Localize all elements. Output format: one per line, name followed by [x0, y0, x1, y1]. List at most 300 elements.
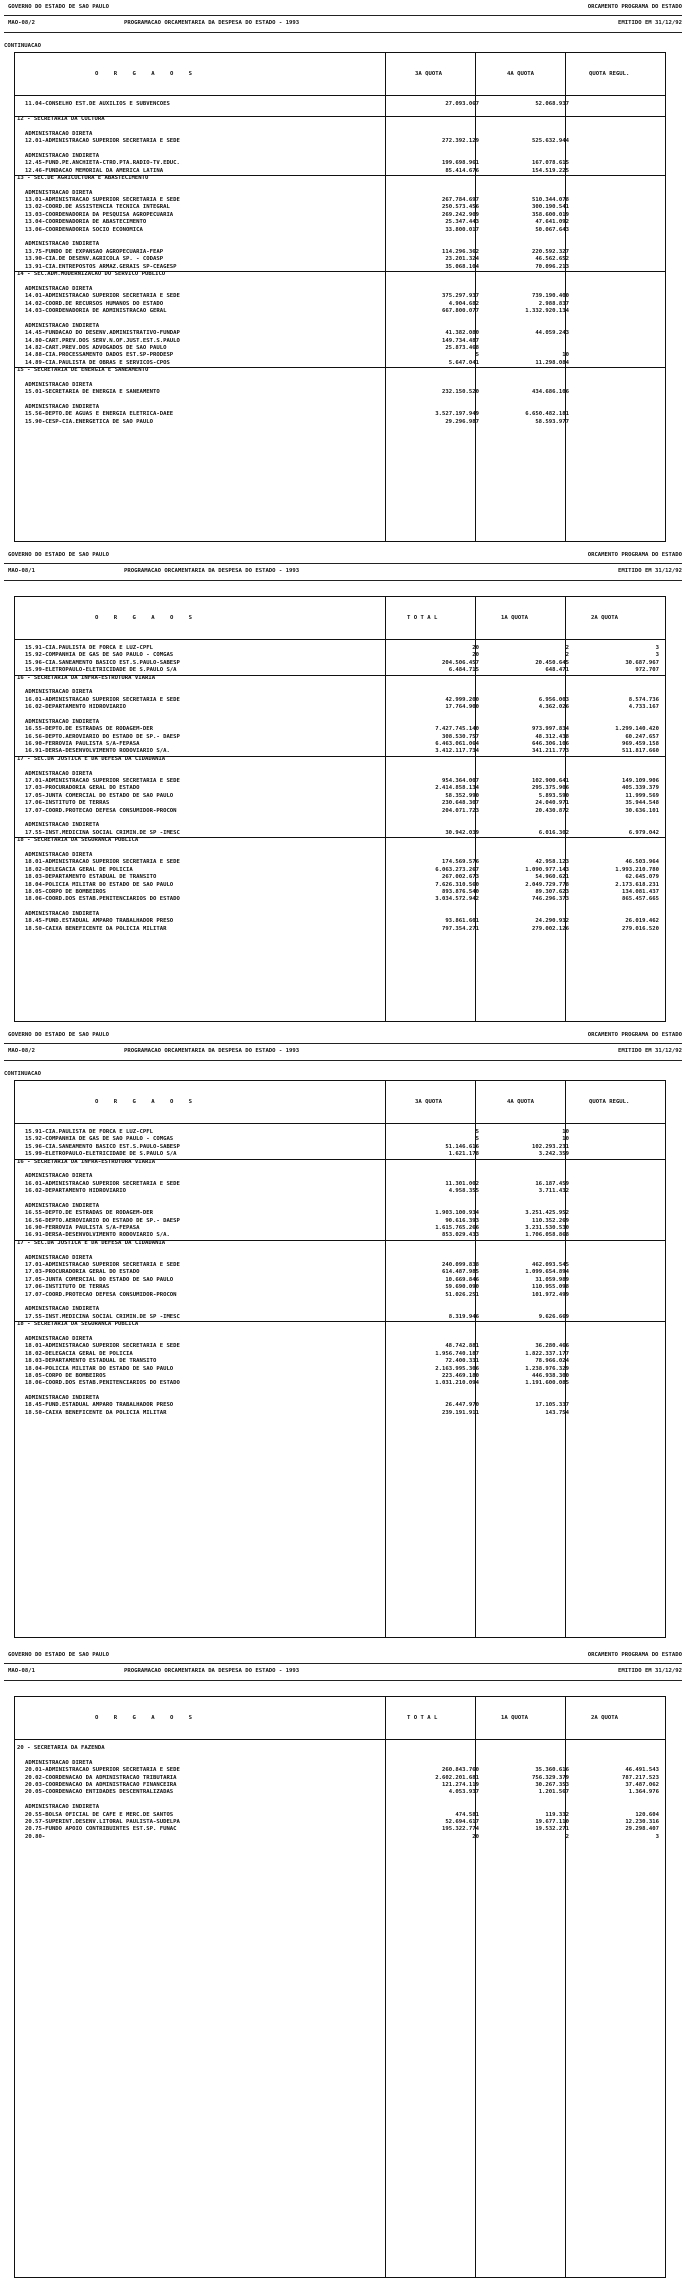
value-col-2: 30.267.353 — [535, 1781, 569, 1788]
col-value-2: 4A QUOTA — [507, 1099, 534, 1105]
value-col-1: 149.734.487 — [441, 337, 479, 344]
col-value-1: T O T A L — [407, 615, 438, 621]
value-col-1: 260.843.760 — [441, 1767, 479, 1774]
table-row — [15, 1410, 665, 1417]
organ-name: 16.56-DEPTO.AEROVIARIO DO ESTADO DE SP.- DAESP — [25, 1217, 180, 1224]
value-col-1: 5 — [475, 1129, 479, 1135]
col-value-1: T O T A L — [407, 1715, 438, 1721]
column-header — [15, 1081, 665, 1124]
organ-name: 18.04-POLICIA MILITAR DO ESTADO DE SAO PAULO — [25, 1365, 174, 1372]
value-col-2: 46.562.652 — [535, 256, 569, 263]
section-title: 14 - SEC.ADM.MODERNIZACAO DO SERVICO PUBLICO — [17, 270, 166, 277]
report-page-2 — [0, 548, 686, 1028]
value-col-1: 1.031.210.094 — [435, 1380, 479, 1387]
organ-name: 20.80- — [25, 1833, 46, 1840]
section-title: 16 - SECRETARIA DA INFRA-ESTRUTURA VIARIA — [17, 1158, 156, 1165]
value-col-2: 279.002.126 — [531, 925, 569, 932]
organ-name: 18.45-FUND.ESTADUAL AMPARO TRABALHADOR PRESO — [25, 1402, 174, 1409]
section-title: 12 - SECRETARIA DA CULTURA — [17, 115, 105, 122]
group-title: ADMINISTRACAO DIRETA — [25, 1254, 93, 1261]
table-row — [15, 1834, 665, 1841]
header-report-title: PROGRAMACAO ORCAMENTARIA DA DESPESA DO ESTADO - 1993 — [124, 568, 300, 574]
organ-name: 20.05-COORDENACAO ENTIDADES DESCENTRALIZADAS — [25, 1789, 174, 1796]
table-row — [15, 704, 665, 711]
value-col-2: 646.306.106 — [531, 741, 569, 748]
group-heading-row — [15, 822, 665, 829]
value-col-3: 1.993.210.780 — [615, 866, 659, 873]
value-col-3: 969.459.158 — [621, 741, 659, 748]
row-spacer — [15, 123, 665, 130]
row-spacer — [15, 1299, 665, 1306]
group-heading-row — [15, 1760, 665, 1767]
table-row — [15, 1151, 665, 1158]
organ-name: 18.06-COORD.DOS ESTAB.PENITENCIARIOS DO ESTADO — [25, 896, 180, 903]
value-col-3: 405.339.379 — [621, 785, 659, 792]
group-title: ADMINISTRACAO INDIRETA — [25, 404, 100, 411]
table-row — [15, 734, 665, 741]
value-col-1: 5 — [475, 352, 479, 359]
row-spacer — [15, 1329, 665, 1336]
group-heading-row — [15, 404, 665, 411]
value-col-2: 973.997.834 — [531, 726, 569, 733]
budget-table — [14, 596, 666, 1022]
value-col-3: 2.173.618.231 — [615, 881, 659, 888]
table-row — [15, 1826, 665, 1833]
value-col-2: 1.822.337.177 — [525, 1350, 569, 1357]
value-col-1: 20 — [472, 645, 479, 651]
group-title: ADMINISTRACAO DIRETA — [25, 689, 93, 696]
section-title: 13 - SEC.DE AGRICULTURA E ABASTECIMENTO — [17, 174, 149, 181]
organ-name: 17.01-ADMINISTRACAO SUPERIOR SECRETARIA E SEDE — [25, 1262, 180, 1269]
organ-name: 16.01-ADMINISTRACAO SUPERIOR SECRETARIA E SEDE — [25, 696, 180, 703]
table-row — [15, 1789, 665, 1796]
row-spacer — [15, 1247, 665, 1254]
value-col-1: 114.296.362 — [441, 248, 479, 255]
organ-name: 16.55-DEPTO.DE ESTRADAS DE RODAGEM-DER — [25, 1210, 153, 1217]
organ-name: 16.56-DEPTO.AEROVIARIO DO ESTADO DE SP.- DAESP — [25, 733, 180, 740]
value-col-2: 3.242.359 — [538, 1151, 569, 1158]
value-col-1: 90.616.393 — [445, 1217, 479, 1224]
col-organs: O R G A O S — [95, 71, 199, 77]
organ-name: 20.57-SUPERINT.DESENV.LITORAL PAULISTA-SUDELPA — [25, 1818, 180, 1825]
value-col-1: 20 — [472, 652, 479, 659]
page-header — [4, 1028, 682, 1068]
value-col-2: 44.059.243 — [535, 330, 569, 337]
value-col-3: 8.574.736 — [628, 696, 659, 703]
organ-name: 12.45-FUND.PE.ANCHIETA-CTRO.PTA.RADIO-TV.EDUC. — [25, 160, 180, 167]
table-row — [15, 1144, 665, 1151]
table-row — [15, 160, 665, 167]
header-government: GOVERNO DO ESTADO DE SAO PAULO — [8, 552, 110, 558]
header-report-code: MAO-08/1 — [8, 568, 35, 574]
organ-name: 17.07-COORD.PROTECAO DEFESA CONSUMIDOR-PROCON — [25, 1291, 177, 1298]
col-organs: O R G A O S — [95, 1715, 199, 1721]
value-col-2: 9.626.669 — [538, 1313, 569, 1320]
group-title: ADMINISTRACAO DIRETA — [25, 851, 93, 858]
table-row — [15, 197, 665, 204]
group-title: ADMINISTRACAO DIRETA — [25, 770, 93, 777]
organ-name: 15.92-COMPANHIA DE GAS DE SAO PAULO - COMGAS — [25, 1136, 174, 1143]
table-row — [15, 1402, 665, 1409]
section-title: 18 - SECRETARIA DA SEGURANCA PUBLICA — [17, 1321, 139, 1328]
value-col-2: 70.096.213 — [535, 263, 569, 270]
row-spacer — [15, 374, 665, 381]
header-report-title: PROGRAMACAO ORCAMENTARIA DA DESPESA DO ESTADO - 1993 — [124, 20, 300, 26]
table-row — [15, 301, 665, 308]
value-col-2: 48.312.438 — [535, 733, 569, 740]
organ-name: 15.92-COMPANHIA DE GAS DE SAO PAULO - COMGAS — [25, 652, 174, 659]
value-col-1: 4.958.355 — [448, 1188, 479, 1195]
value-col-2: 19.532.271 — [535, 1826, 569, 1833]
value-col-2: 4.362.026 — [538, 704, 569, 711]
organ-name: 18.03-DEPARTAMENTO ESTADUAL DE TRANSITO — [25, 874, 157, 881]
value-col-2: 6.016.302 — [538, 829, 569, 836]
organ-name: 14.01-ADMINISTRACAO SUPERIOR SECRETARIA E SEDE — [25, 293, 180, 300]
organ-name: 16.90-FERROVIA PAULISTA S/A-FEPASA — [25, 1225, 140, 1232]
table-row — [15, 1292, 665, 1299]
table-row — [15, 778, 665, 785]
value-col-1: 26.447.970 — [445, 1402, 479, 1409]
value-col-1: 85.414.676 — [445, 167, 479, 174]
value-col-2: 10 — [562, 1129, 569, 1135]
table-row — [15, 808, 665, 815]
value-col-1: 6.463.061.064 — [435, 741, 479, 748]
organ-name: 13.75-FUNDO DE EXPANSAO AGROPECUARIA-FEAP — [25, 248, 164, 255]
value-col-2: 119.332 — [545, 1811, 569, 1818]
value-col-3: 46.503.964 — [625, 859, 659, 866]
value-col-2: 154.519.225 — [531, 167, 569, 174]
value-col-1: 4.053.937 — [448, 1789, 479, 1796]
value-col-1: 3.527.197.949 — [435, 411, 479, 418]
value-col-1: 23.201.324 — [445, 256, 479, 263]
value-col-2: 3.251.425.952 — [525, 1210, 569, 1217]
column-header — [15, 1697, 665, 1740]
organ-name: 18.02-DELEGACIA GERAL DE POLICIA — [25, 866, 133, 873]
budget-table — [14, 1696, 666, 2278]
header-report-name: ORCAMENTO PROGRAMA DO ESTADO — [587, 1032, 682, 1038]
table-row — [15, 1262, 665, 1269]
section-heading-row — [15, 1321, 665, 1328]
header-government: GOVERNO DO ESTADO DE SAO PAULO — [8, 1652, 110, 1658]
header-government: GOVERNO DO ESTADO DE SAO PAULO — [8, 1032, 110, 1038]
value-col-3: 30.636.101 — [625, 807, 659, 814]
section-title: 16 - SECRETARIA DA INFRA-ESTRUTURA VIARIA — [17, 674, 156, 681]
value-col-3: 30.687.967 — [625, 659, 659, 666]
value-col-1: 223.469.180 — [441, 1372, 479, 1379]
table-row — [15, 219, 665, 226]
table-row — [15, 793, 665, 800]
organ-name: 15.99-ELETROPAULO-ELETRICIDADE DE S.PAULO S/A — [25, 1151, 177, 1158]
organ-name: 13.03-COORDENADORIA DA PESQUISA AGROPECUARIA — [25, 211, 174, 218]
table-row — [15, 896, 665, 903]
section-heading-row — [15, 1159, 665, 1166]
section-title: 17 - SEC.DA JUSTICA E DA DEFESA DA CIDADANIA — [17, 1239, 166, 1246]
value-col-3: 4.733.167 — [628, 704, 659, 711]
organ-name: 20.55-BOLSA OFICIAL DE CAFE E MERC.DE SANTOS — [25, 1811, 174, 1818]
value-col-3: 29.298.407 — [625, 1826, 659, 1833]
organ-name: 17.01-ADMINISTRACAO SUPERIOR SECRETARIA E SEDE — [25, 778, 180, 785]
value-col-3: 865.457.665 — [621, 896, 659, 903]
group-title: ADMINISTRACAO DIRETA — [25, 1173, 93, 1180]
table-row — [15, 352, 665, 359]
value-col-2: 10 — [562, 1136, 569, 1143]
page-header — [4, 1648, 682, 1688]
group-heading-row — [15, 1395, 665, 1402]
value-col-3: 37.487.062 — [625, 1781, 659, 1788]
table-row — [15, 1366, 665, 1373]
value-col-1: 2.414.858.134 — [435, 785, 479, 792]
row-spacer — [15, 1797, 665, 1804]
value-col-2: 58.593.977 — [535, 418, 569, 425]
organ-name: 18.45-FUND.ESTADUAL AMPARO TRABALHADOR PRESO — [25, 918, 174, 925]
value-col-2: 6.956.003 — [538, 696, 569, 703]
value-col-1: 7.626.310.560 — [435, 881, 479, 888]
value-col-1: 893.876.540 — [441, 888, 479, 895]
organ-name: 17.55-INST.MEDICINA SOCIAL CRIMIN.DE SP -IMESC — [25, 1313, 180, 1320]
col-organs: O R G A O S — [95, 1099, 199, 1105]
organ-name: 16.02-DEPARTAMENTO HIDROVIARIO — [25, 1188, 127, 1195]
row-spacer — [15, 682, 665, 689]
table-row — [15, 889, 665, 896]
value-col-1: 42.999.200 — [445, 696, 479, 703]
group-heading-row — [15, 153, 665, 160]
table-row — [15, 345, 665, 352]
value-col-1: 59.690.090 — [445, 1284, 479, 1291]
value-col-2: 739.190.400 — [531, 293, 569, 300]
row-spacer — [15, 234, 665, 241]
header-report-name: ORCAMENTO PROGRAMA DO ESTADO — [587, 4, 682, 10]
group-heading-row — [15, 286, 665, 293]
group-title: ADMINISTRACAO INDIRETA — [25, 1306, 100, 1313]
group-title: ADMINISTRACAO INDIRETA — [25, 718, 100, 725]
table-row — [15, 1225, 665, 1232]
organ-name: 13.06-COORDENADORIA SOCIO ECONOMICA — [25, 226, 143, 233]
value-col-2: 24.040.971 — [535, 800, 569, 807]
value-col-1: 250.573.456 — [441, 204, 479, 211]
value-col-1: 3.034.572.942 — [435, 896, 479, 903]
value-col-1: 199.698.961 — [441, 160, 479, 167]
group-title: ADMINISTRACAO DIRETA — [25, 1335, 93, 1342]
table-row — [15, 748, 665, 755]
organ-name: 14.02-COORD.DE RECURSOS HUMANOS DO ESTADO — [25, 300, 164, 307]
budget-table — [14, 1080, 666, 1638]
organ-name: 18.02-DELEGACIA GERAL DE POLICIA — [25, 1350, 133, 1357]
header-issue-date: EMITIDO EM 31/12/92 — [618, 568, 682, 574]
value-col-2: 20.430.872 — [535, 807, 569, 814]
value-col-2: 143.754 — [545, 1409, 569, 1416]
organ-name: 18.50-CAIXA BENEFICENTE DA POLICIA MILITAR — [25, 925, 167, 932]
value-col-1: 8.319.946 — [448, 1313, 479, 1320]
value-col-1: 267.784.697 — [441, 197, 479, 204]
table-row — [15, 389, 665, 396]
value-col-2: 462.093.545 — [531, 1262, 569, 1269]
table-row — [15, 726, 665, 733]
organ-name: 16.02-DEPARTAMENTO HIDROVIARIO — [25, 704, 127, 711]
value-col-1: 25.347.443 — [445, 219, 479, 226]
value-col-1: 272.392.129 — [441, 137, 479, 144]
organ-name: 15.01-SECRETARIA DE ENERGIA E SANEAMENTO — [25, 389, 160, 396]
organ-name: 15.96-CIA.SANEAMENTO BASICO EST.S.PAULO-SABESP — [25, 659, 180, 666]
group-title: ADMINISTRACAO DIRETA — [25, 130, 93, 137]
group-heading-row — [15, 911, 665, 918]
group-title: ADMINISTRACAO INDIRETA — [25, 1202, 100, 1209]
report-page-4 — [0, 1648, 686, 2255]
value-col-2: 1.706.058.868 — [525, 1232, 569, 1239]
value-col-3: 149.109.906 — [621, 778, 659, 785]
table-rows — [15, 1129, 665, 1417]
value-col-2: 19.677.110 — [535, 1818, 569, 1825]
value-col-2: 110.955.098 — [531, 1284, 569, 1291]
table-row — [15, 138, 665, 145]
col-value-3: 2A QUOTA — [591, 615, 618, 621]
value-col-2: 42.958.123 — [535, 859, 569, 866]
table-row — [15, 1767, 665, 1774]
table-row — [15, 1343, 665, 1350]
organ-name: 18.05-CORPO DE BOMBEIROS — [25, 1372, 106, 1379]
section-heading-row — [15, 675, 665, 682]
organ-name: 12.01-ADMINISTRACAO SUPERIOR SECRETARIA E SEDE — [25, 137, 180, 144]
section-heading-row — [15, 271, 665, 278]
group-heading-row — [15, 771, 665, 778]
value-col-3: 1.364.976 — [628, 1789, 659, 1796]
table-row — [15, 1210, 665, 1217]
table-row — [15, 101, 665, 108]
col-value-3: QUOTA REGUL. — [589, 1099, 630, 1105]
group-title: ADMINISTRACAO INDIRETA — [25, 322, 100, 329]
row-spacer — [15, 1388, 665, 1395]
value-col-1: 230.648.307 — [441, 800, 479, 807]
table-row — [15, 1373, 665, 1380]
value-col-3: 3 — [655, 652, 659, 659]
page-header — [4, 548, 682, 588]
organ-name: 18.04-POLICIA MILITAR DO ESTADO DE SAO PAULO — [25, 881, 174, 888]
report-page-3 — [0, 1028, 686, 1648]
table-row — [15, 293, 665, 300]
section-title: 15 - SECRETARIA DE ENERGIA E SANEAMENTO — [17, 367, 149, 374]
organ-name: 13.01-ADMINISTRACAO SUPERIOR SECRETARIA E SEDE — [25, 197, 180, 204]
table-row — [15, 1284, 665, 1291]
group-heading-row — [15, 323, 665, 330]
value-col-1: 33.800.017 — [445, 226, 479, 233]
organ-name: 14.89-CIA.PAULISTA DE OBRAS E SERVICOS-CPOS — [25, 359, 170, 366]
value-col-2: 3.711.432 — [538, 1188, 569, 1195]
table-row — [15, 1129, 665, 1136]
value-col-1: 2.602.201.681 — [435, 1774, 479, 1781]
organ-name: 17.07-COORD.PROTECAO DEFESA CONSUMIDOR-PROCON — [25, 807, 177, 814]
value-col-2: 6.650.482.181 — [525, 411, 569, 418]
group-heading-row — [15, 131, 665, 138]
table-row — [15, 882, 665, 889]
group-title: ADMINISTRACAO INDIRETA — [25, 152, 100, 159]
value-col-1: 474.581 — [455, 1811, 479, 1818]
value-col-2: 24.290.932 — [535, 918, 569, 925]
organ-name: 18.01-ADMINISTRACAO SUPERIOR SECRETARIA E SEDE — [25, 1343, 180, 1350]
value-col-2: 110.352.269 — [531, 1217, 569, 1224]
page-header — [4, 0, 682, 40]
value-col-1: 41.382.080 — [445, 330, 479, 337]
value-col-3: 279.016.520 — [621, 925, 659, 932]
value-col-2: 167.078.615 — [531, 160, 569, 167]
row-spacer — [15, 1196, 665, 1203]
group-title: ADMINISTRACAO DIRETA — [25, 189, 93, 196]
col-value-2: 4A QUOTA — [507, 71, 534, 77]
group-title: ADMINISTRACAO INDIRETA — [25, 241, 100, 248]
group-heading-row — [15, 190, 665, 197]
value-col-3: 787.217.523 — [621, 1774, 659, 1781]
group-heading-row — [15, 1804, 665, 1811]
value-col-2: 510.344.078 — [531, 197, 569, 204]
table-row — [15, 1314, 665, 1321]
section-heading-row — [15, 837, 665, 844]
section-title: 17 - SEC.DA JUSTICA E DA DEFESA DA CIDADANIA — [17, 755, 166, 762]
value-col-2: 446.938.300 — [531, 1372, 569, 1379]
value-col-2: 101.972.499 — [531, 1291, 569, 1298]
value-col-1: 27.093.067 — [445, 101, 479, 107]
value-col-2: 36.280.466 — [535, 1343, 569, 1350]
value-col-1: 240.099.838 — [441, 1262, 479, 1269]
organ-name: 16.55-DEPTO.DE ESTRADAS DE RODAGEM-DER — [25, 726, 153, 733]
table-row — [15, 660, 665, 667]
value-col-2: 300.190.541 — [531, 204, 569, 211]
value-col-3: 46.491.543 — [625, 1767, 659, 1774]
organ-name: 14.45-FUNDACAO DO DESENV.ADMINISTRATIVO-FUNDAP — [25, 330, 180, 337]
group-heading-row — [15, 382, 665, 389]
value-col-2: 525.632.944 — [531, 137, 569, 144]
table-row — [15, 1232, 665, 1239]
value-col-1: 4.904.682 — [448, 300, 479, 307]
table-row — [15, 1819, 665, 1826]
value-col-2: 17.105.337 — [535, 1402, 569, 1409]
value-col-1: 204.071.723 — [441, 807, 479, 814]
organ-name: 18.01-ADMINISTRACAO SUPERIOR SECRETARIA E SEDE — [25, 859, 180, 866]
value-col-3: 134.081.437 — [621, 888, 659, 895]
group-title: ADMINISTRACAO DIRETA — [25, 381, 93, 388]
group-title: ADMINISTRACAO INDIRETA — [25, 911, 100, 918]
organ-name: 14.88-CIA.PROCESSAMENTO DADOS EST.SP-PRODESP — [25, 352, 174, 359]
table-rows — [15, 1745, 665, 1841]
organ-name: 13.04-COORDENADORIA DE ABASTECIMENTO — [25, 219, 147, 226]
row-spacer — [15, 315, 665, 322]
value-col-1: 48.742.881 — [445, 1343, 479, 1350]
value-col-2: 1.201.567 — [538, 1789, 569, 1796]
group-heading-row — [15, 689, 665, 696]
group-heading-row — [15, 852, 665, 859]
value-col-2: 47.641.092 — [535, 219, 569, 226]
organ-name: 16.90-FERROVIA PAULISTA S/A-FEPASA — [25, 741, 140, 748]
table-row — [15, 256, 665, 263]
column-header — [15, 53, 665, 96]
value-col-2: 746.296.373 — [531, 896, 569, 903]
value-col-2: 2 — [565, 1833, 569, 1840]
group-title: ADMINISTRACAO INDIRETA — [25, 822, 100, 829]
group-heading-row — [15, 1336, 665, 1343]
value-col-1: 5.647.041 — [448, 359, 479, 366]
report-page-1 — [0, 0, 686, 548]
value-col-2: 2.049.729.778 — [525, 881, 569, 888]
row-spacer — [15, 904, 665, 911]
organ-name: 20.01-ADMINISTRACAO SUPERIOR SECRETARIA E SEDE — [25, 1767, 180, 1774]
table-row — [15, 867, 665, 874]
table-row — [15, 1277, 665, 1284]
table-row — [15, 1380, 665, 1387]
value-col-1: 195.322.774 — [441, 1826, 479, 1833]
value-col-1: 1.956.740.187 — [435, 1350, 479, 1357]
value-col-2: 1.191.600.085 — [525, 1380, 569, 1387]
value-col-1: 7.427.745.140 — [435, 726, 479, 733]
value-col-3: 3 — [655, 1833, 659, 1840]
table-row — [15, 1136, 665, 1143]
organ-name: 13.02-COORD.DE ASSISTENCIA TECNICA INTEGRAL — [25, 204, 170, 211]
